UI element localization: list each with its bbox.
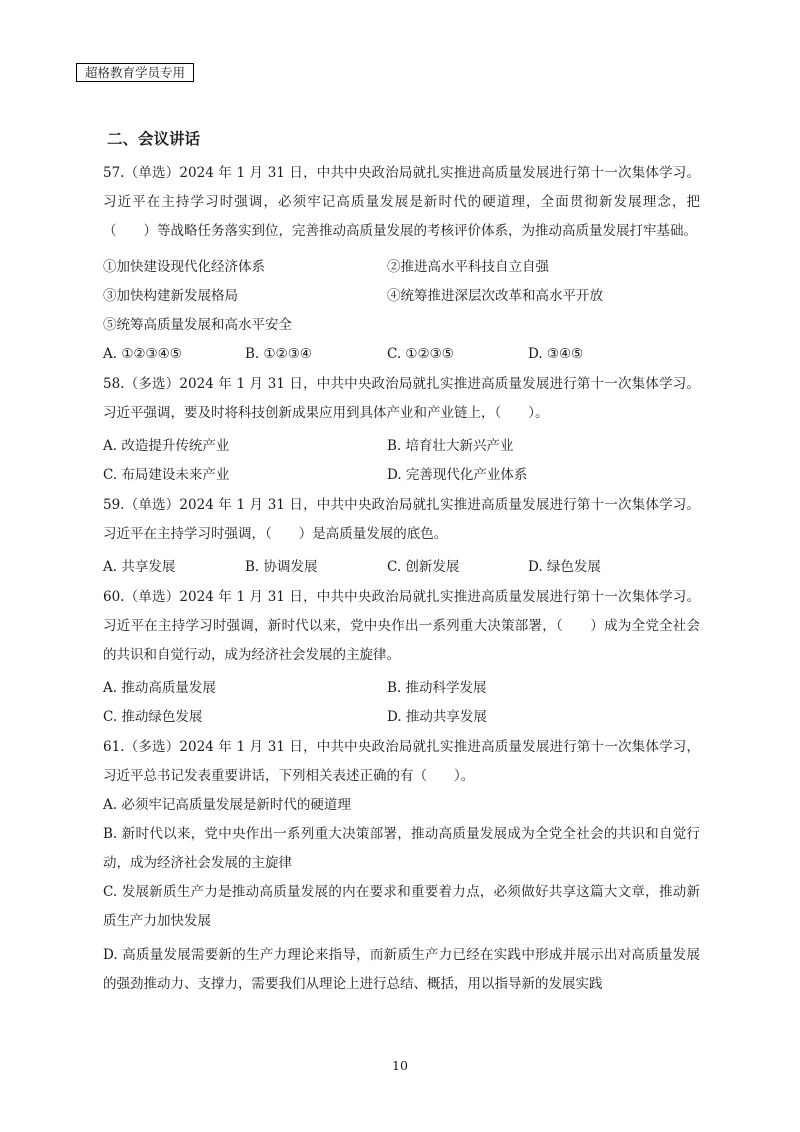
- q57-item-5: ⑤统筹高质量发展和高水平安全: [103, 317, 292, 333]
- q58-option-d: D. 完善现代化产业体系: [387, 467, 528, 483]
- q58-option-b: B. 培育壮大新兴产业: [387, 438, 514, 454]
- q57-option-a: A. ①②③④⑤: [103, 346, 182, 362]
- q57-item-2: ②推进高水平科技自立自强: [387, 259, 549, 275]
- q60-option-a: A. 推动高质量发展: [103, 680, 216, 696]
- q61-option-d: D. 高质量发展需要新的生产力理论来指导，而新质生产力已经在实践中形成并展示出对高质量发展的强劲推动力、支撑力，需要我们从理论上进行总结、概括，用以指导新的发展实践: [103, 947, 700, 992]
- q60-option-b: B. 推动科学发展: [387, 680, 487, 696]
- q59-option-a: A. 共享发展: [103, 559, 176, 575]
- q59-option-b: B. 协调发展: [245, 559, 318, 575]
- q57-item-1: ①加快建设现代化经济体系: [103, 259, 265, 275]
- question-57-stem: 57.（单选）2024 年 1 月 31 日，中共中央政治局就扎实推进高质量发展进行第十一次集体学习。习近平在主持学习时强调，必须牢记高质量发展是新时代的硬道理，全面贯彻新发展理念，把（ ）等战略任务落实到位，完善推动高质量发展的考核评价体系，为推动高质量发展打牢基础。: [103, 165, 700, 239]
- page-number: 10: [392, 1058, 408, 1073]
- section-title: 二、会议讲话: [107, 130, 201, 148]
- question-59-stem: 59.（单选）2024 年 1 月 31 日，中共中央政治局就扎实推进高质量发展进行第十一次集体学习。习近平在主持学习时强调，（ ）是高质量发展的底色。: [103, 497, 700, 542]
- question-58-stem: 58.（多选）2024 年 1 月 31 日，中共中央政治局就扎实推进高质量发展进行第十一次集体学习。习近平强调，要及时将科技创新成果应用到具体产业和产业链上，（ ）。: [103, 376, 700, 421]
- q61-option-c: C. 发展新质生产力是推动高质量发展的内在要求和重要着力点，必须做好共享这篇大文章，推动新质生产力加快发展: [103, 884, 700, 929]
- q60-option-d: D. 推动共享发展: [387, 709, 487, 725]
- q59-option-c: C. 创新发展: [387, 559, 460, 575]
- question-61-stem: 61.（多选）2024 年 1 月 31 日，中共中央政治局就扎实推进高质量发展进行第十一次集体学习，习近平总书记发表重要讲话，下列相关表述正确的有（ ）。: [103, 739, 700, 784]
- q57-option-c: C. ①②③⑤: [387, 346, 454, 362]
- q61-option-b: B. 新时代以来，党中央作出一系列重大决策部署，推动高质量发展成为全党全社会的共识和自觉行动，成为经济社会发展的主旋律: [103, 826, 700, 871]
- q58-option-c: C. 布局建设未来产业: [103, 467, 230, 483]
- q57-item-3: ③加快构建新发展格局: [103, 288, 238, 304]
- q60-option-c: C. 推动绿色发展: [103, 709, 203, 725]
- header-stamp: 超格教育学员专用: [76, 63, 194, 82]
- q59-option-d: D. 绿色发展: [528, 559, 601, 575]
- q57-item-4: ④统筹推进深层次改革和高水平开放: [387, 288, 603, 304]
- q57-option-b: B. ①②③④: [245, 346, 312, 362]
- question-60-stem: 60.（单选）2024 年 1 月 31 日，中共中央政治局就扎实推进高质量发展进行第十一次集体学习。习近平在主持学习时强调，新时代以来，党中央作出一系列重大决策部署，（ ）成为全党全社会的共识和自觉行动，成为经济社会发展的主旋律。: [103, 589, 700, 663]
- q58-option-a: A. 改造提升传统产业: [103, 438, 230, 454]
- q61-option-a: A. 必须牢记高质量发展是新时代的硬道理: [103, 797, 351, 813]
- q57-option-d: D. ③④⑤: [528, 346, 584, 362]
